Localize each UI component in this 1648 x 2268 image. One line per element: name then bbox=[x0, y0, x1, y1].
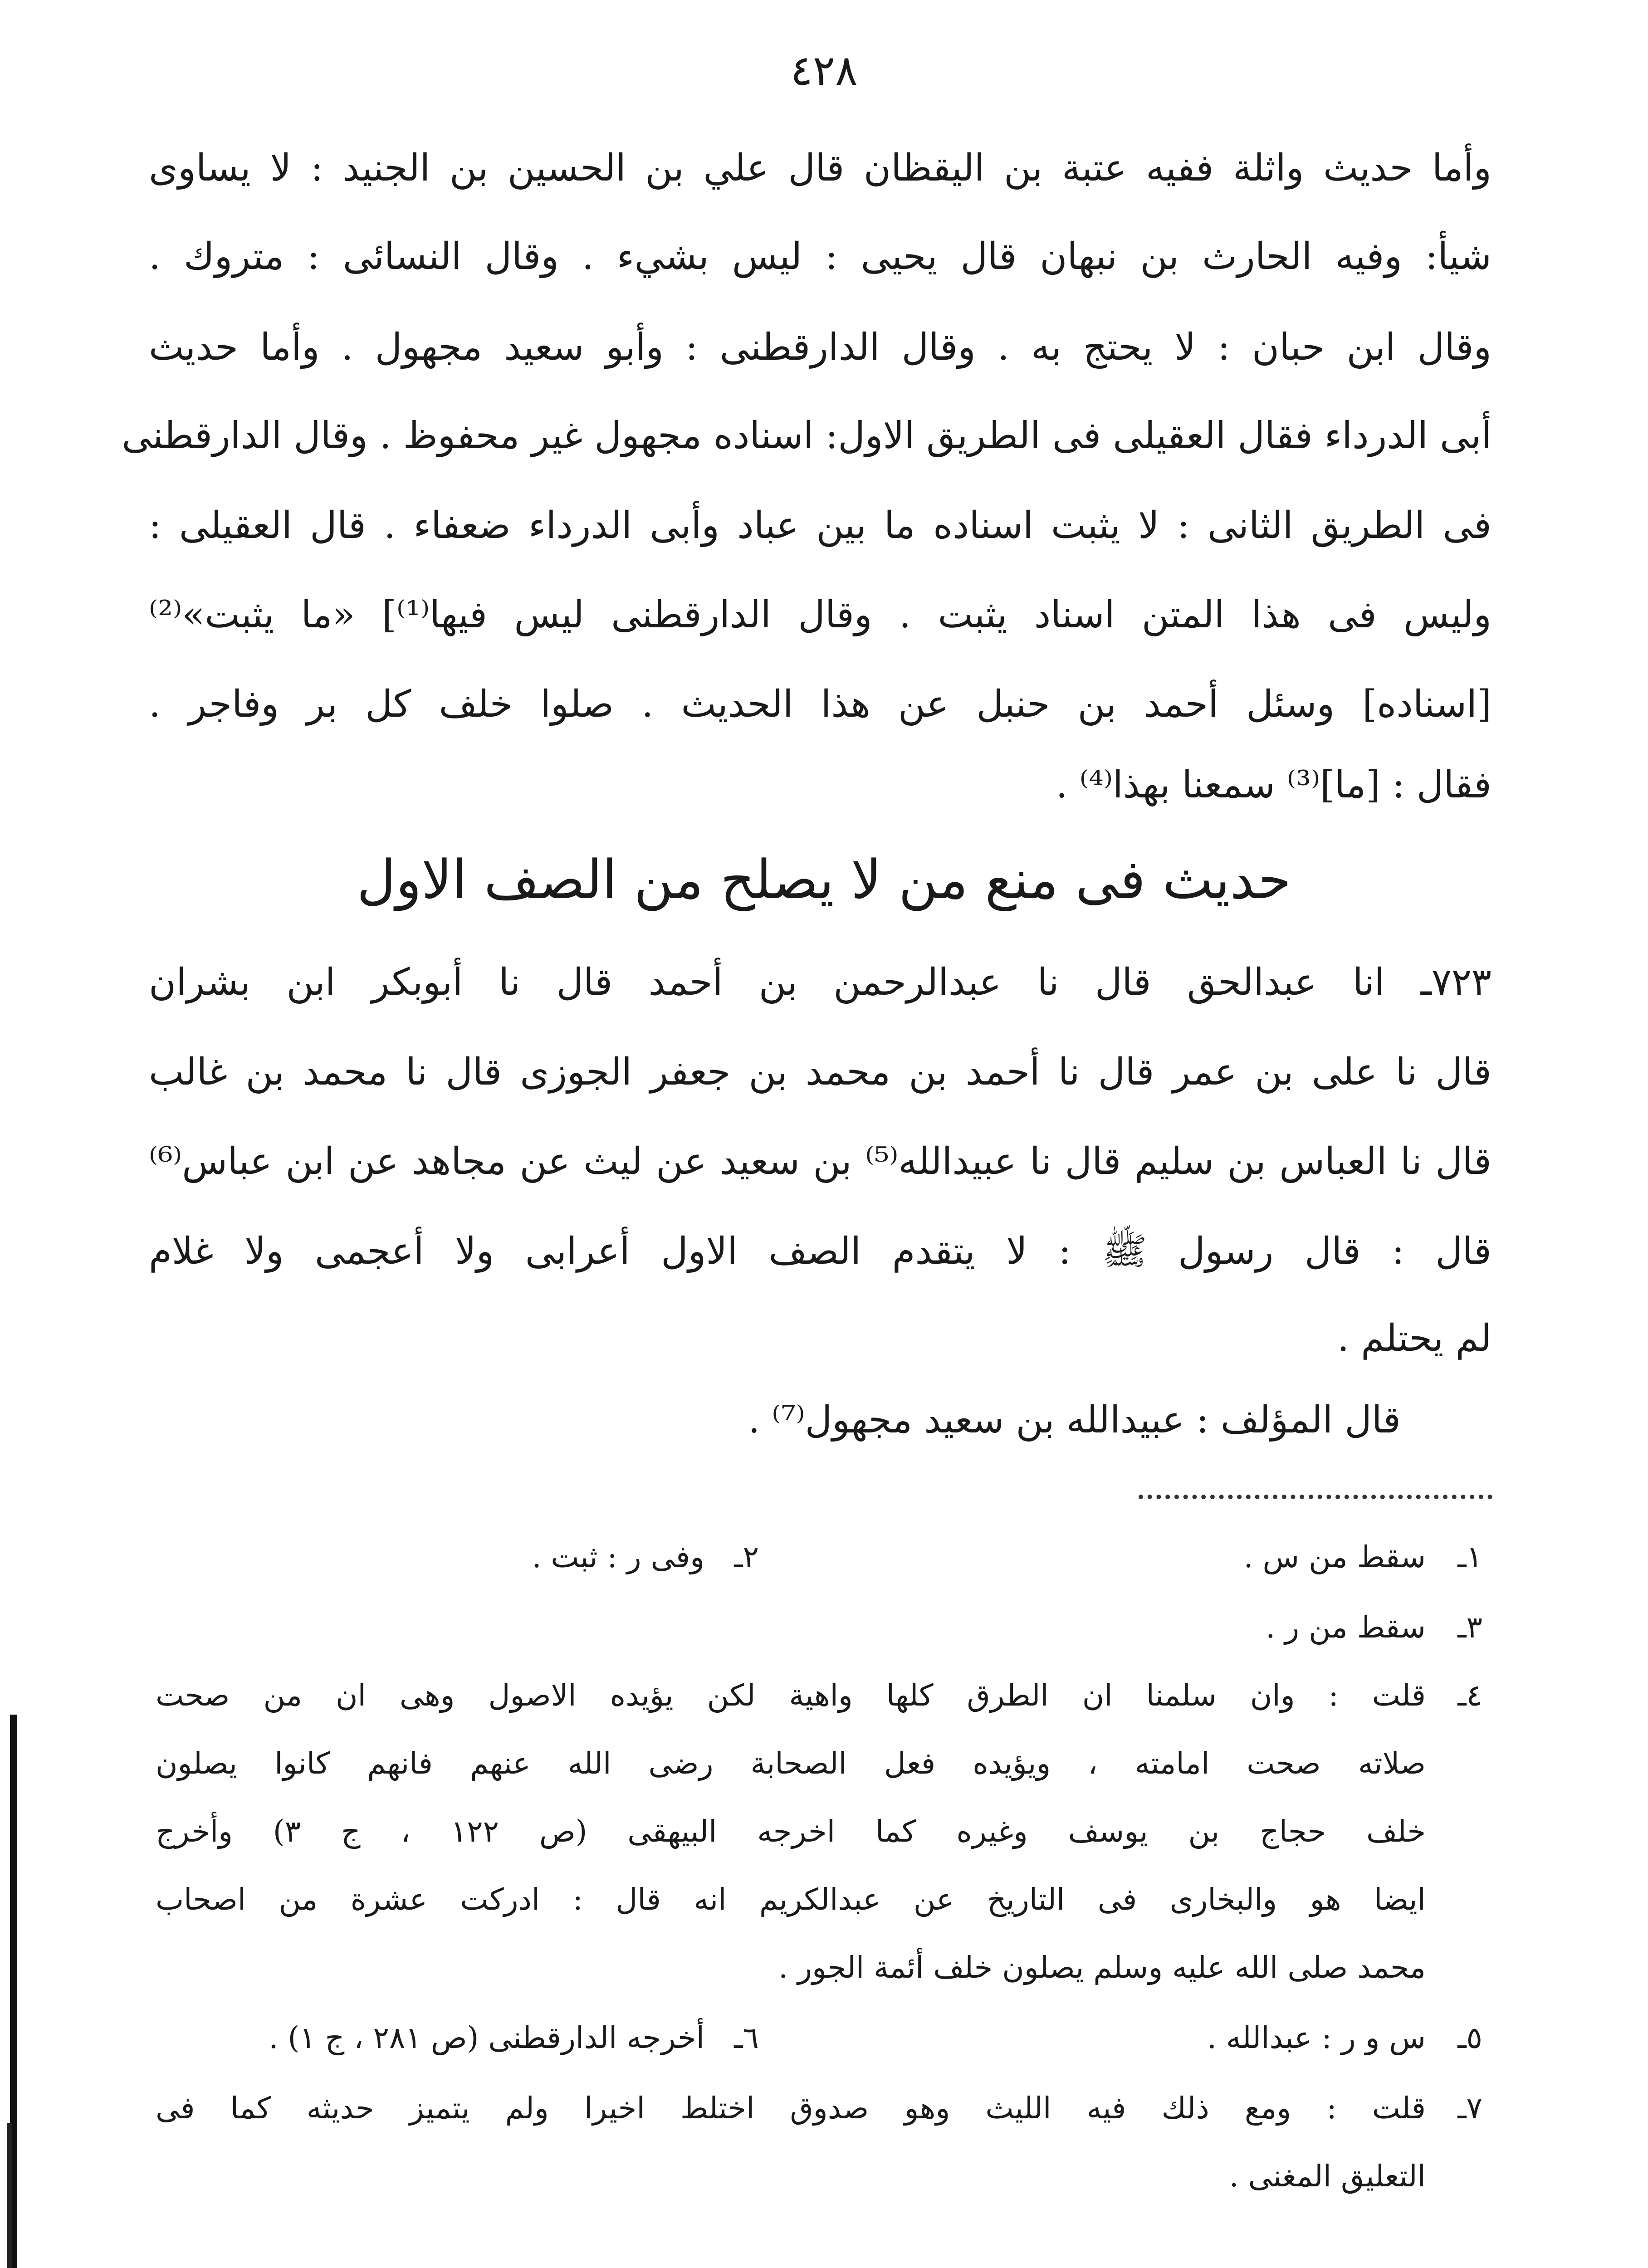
body-line: فى الطريق الثانى : لا يثبت اسناده ما بين عباد وأبى الدرداء ضعفاء . قال العقيلى : bbox=[149, 504, 1492, 547]
hadith-line: لم يحتلم . bbox=[1337, 1317, 1492, 1360]
body-line: أبى الدرداء فقال العقيلى فى الطريق الاول: اسناده مجهول غير محفوظ . وقال الدارقطنى bbox=[122, 414, 1492, 457]
page-number: ٤٢٨ bbox=[790, 46, 858, 95]
footnote-text: قلت : وان سلمنا ان الطرق كلها واهية لكن يؤيده الاصول وهى ان من صحت bbox=[156, 1678, 1426, 1713]
footnote-number: ١ـ bbox=[1457, 1540, 1482, 1574]
footnote-number: ٦ـ bbox=[734, 2020, 759, 2055]
body-line: وقال ابن حبان : لا يحتج به . وقال الدارقطنى : وأبو سعيد مجهول . وأما حديث bbox=[149, 326, 1492, 369]
footnote-text: صلاته صحت امامته ، ويؤيده فعل الصحابة رضى الله عنهم فانهم كانوا يصلون bbox=[156, 1746, 1426, 1781]
hadith-line: قال نا على بن عمر قال نا أحمد بن محمد بن جعفر الجوزى قال نا محمد بن غالب bbox=[149, 1051, 1492, 1094]
footnote-line bbox=[0, 1746, 1648, 1789]
section-heading: حديث فى منع من لا يصلح من الصف الاول bbox=[357, 848, 1291, 911]
footnote-text: سقط من س . bbox=[1243, 1540, 1426, 1574]
footnote-text: سقط من ر . bbox=[1266, 1610, 1426, 1645]
footnote-line bbox=[0, 2161, 1648, 2202]
footnote-row bbox=[0, 2020, 1648, 2064]
footnote-row bbox=[0, 2093, 1648, 2134]
body-line: وليس فى هذا المتن اسناد يثبت . وقال الدارقطنى ليس فيها⁽¹⁾] «ما يثبت»⁽²⁾ bbox=[149, 593, 1492, 636]
body-line: فقال : [ما]⁽³⁾ سمعنا بهذا⁽⁴⁾ . bbox=[1056, 763, 1492, 807]
scan-edge-mark bbox=[7, 2123, 12, 2268]
footnote-row bbox=[0, 1542, 1648, 1583]
footnote-row bbox=[0, 1610, 1648, 1653]
footnote-divider bbox=[1139, 1495, 1492, 1499]
author-note: قال المؤلف : عبيدالله بن سعيد مجهول⁽⁷⁾ . bbox=[748, 1398, 1401, 1442]
footnote-text: س و ر : عبدالله . bbox=[1207, 2020, 1426, 2055]
footnote-line bbox=[0, 1950, 1648, 1994]
footnote-line bbox=[0, 1814, 1648, 1857]
footnote-number: ٥ـ bbox=[1457, 2020, 1482, 2055]
hadith-line: قال : قال رسول ﷺ : لا يتقدم الصف الاول أعرابى ولا أعجمى ولا غلام bbox=[149, 1230, 1492, 1273]
footnote-number: ٢ـ bbox=[734, 1540, 759, 1574]
footnote-number: ٧ـ bbox=[1457, 2091, 1482, 2126]
footnote-text: قلت : ومع ذلك فيه الليث وهو صدوق اختلط اخيرا ولم يتميز حديثه كما فى bbox=[156, 2091, 1426, 2126]
footnote-text: وفى ر : ثبت . bbox=[532, 1540, 704, 1574]
hadith-line: ٧٢٣ـ انا عبدالحق قال نا عبدالرحمن بن أحمد قال نا أبوبكر ابن بشران bbox=[149, 961, 1492, 1004]
hadith-line: قال نا العباس بن سليم قال نا عبيدالله⁽⁵⁾ بن سعيد عن ليث عن مجاهد عن ابن عباس⁽⁶⁾ bbox=[149, 1140, 1492, 1183]
footnote-text: التعليق المغنى . bbox=[1229, 2159, 1426, 2194]
footnote-text: ايضا هو والبخارى فى التاريخ عن عبدالكريم انه قال : ادركت عشرة من اصحاب bbox=[156, 1882, 1426, 1917]
footnote-number: ٣ـ bbox=[1457, 1610, 1482, 1645]
body-line: وأما حديث واثلة ففيه عتبة بن اليقظان قال علي بن الحسين بن الجنيد : لا يساوى bbox=[149, 147, 1492, 190]
footnote-text: خلف حجاج بن يوسف وغيره كما اخرجه البيهقى (ص ١٢٢ ، ج ٣) وأخرج bbox=[156, 1814, 1426, 1849]
footnote-text: محمد صلى الله عليه وسلم يصلون خلف أئمة الجور . bbox=[778, 1950, 1426, 1985]
footnote-line bbox=[0, 1882, 1648, 1926]
body-line: [اسناده] وسئل أحمد بن حنبل عن هذا الحديث . صلوا خلف كل بر وفاجر . bbox=[149, 683, 1492, 726]
footnote-number: ٤ـ bbox=[1457, 1678, 1482, 1713]
body-line: شيأ: وفيه الحارث بن نبهان قال يحيى : ليس بشيء . وقال النسائى : متروك . bbox=[149, 235, 1492, 278]
footnote-row bbox=[0, 1678, 1648, 1721]
footnote-text: أخرجه الدارقطنى (ص ٢٨١ ، ج ١) . bbox=[269, 2020, 704, 2055]
